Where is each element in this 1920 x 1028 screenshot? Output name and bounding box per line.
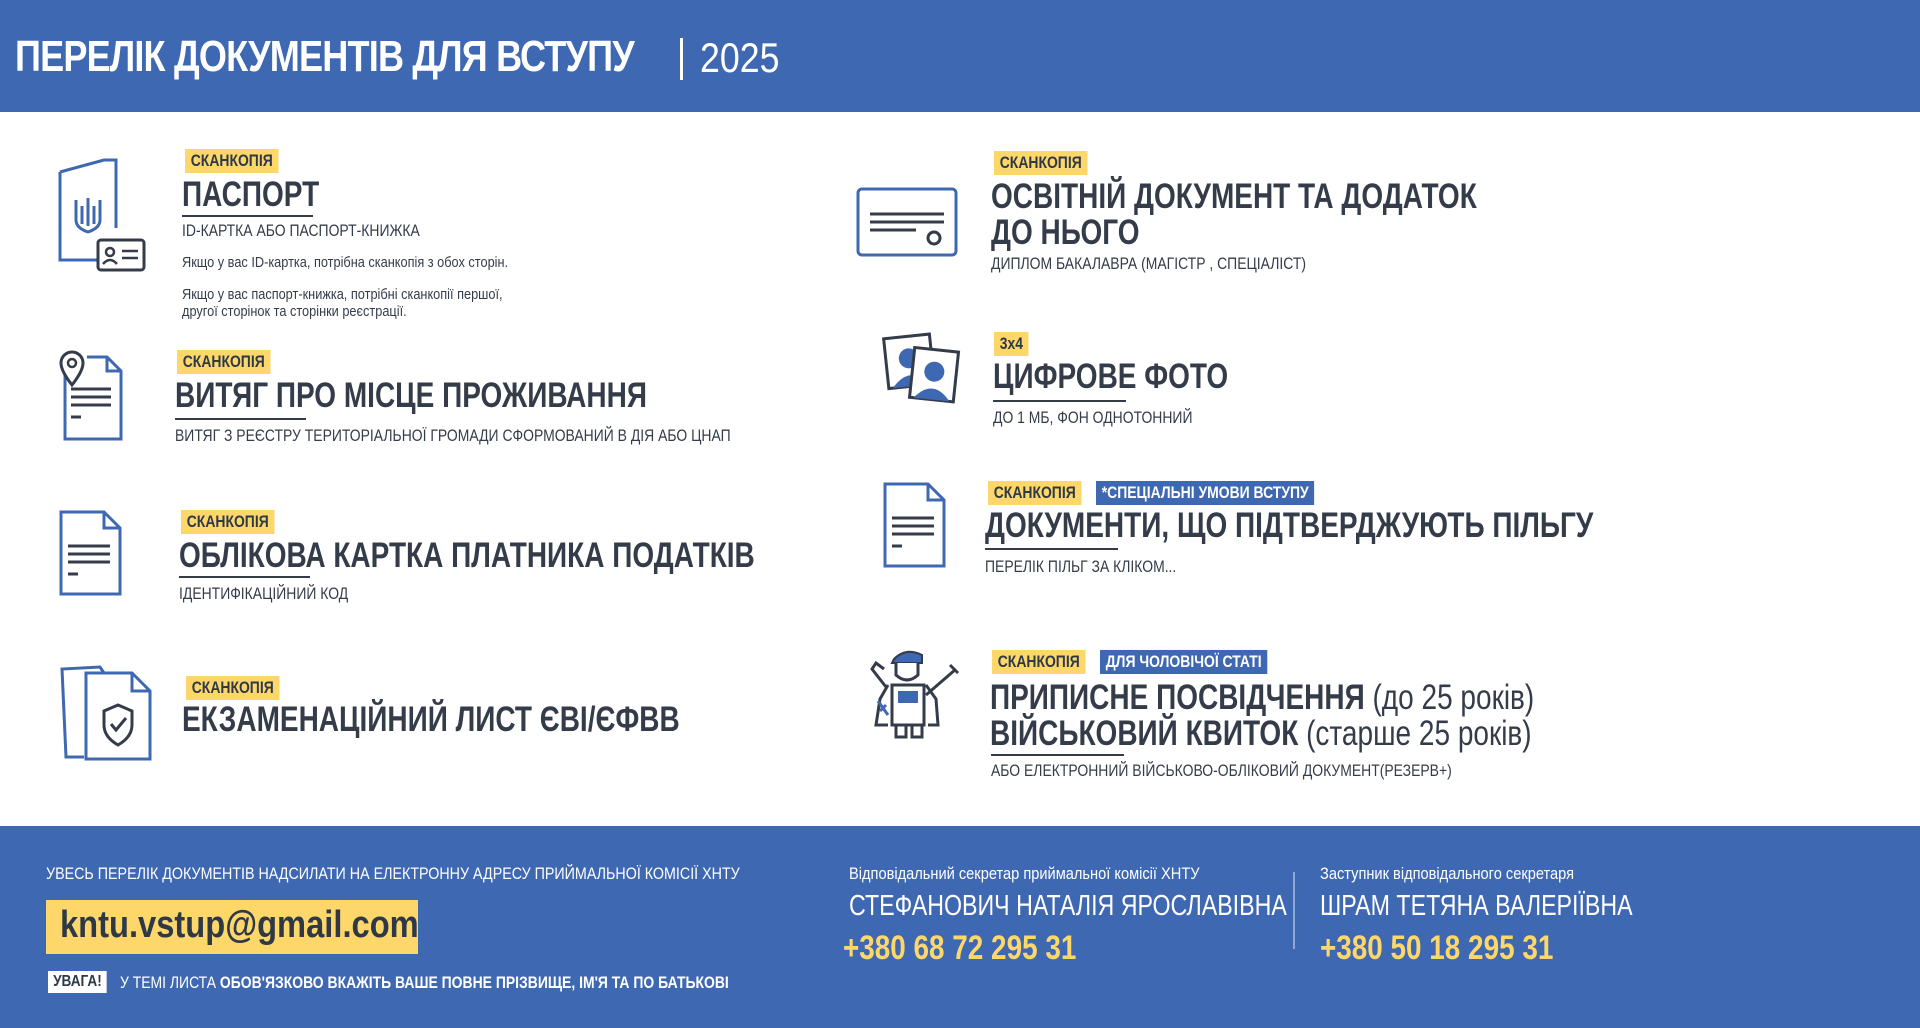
passport-scan-badge: СКАНКОПІЯ [185,149,278,173]
contact1-role: Відповідальний секретар приймальної комісії ХНТУ [849,864,1200,883]
benefits-underline [985,548,1118,550]
education-title-line2: ДО НЬОГО [991,213,1140,252]
registration-certificate-age: (до 25 років) [1372,678,1535,717]
photo-icon [882,330,962,405]
male-only-badge: ДЛЯ ЧОЛОВІЧОЇ СТАТІ [1100,650,1267,674]
military-title-2 [990,715,1532,753]
military-subtitle: АБО ЕЛЕКТРОННИЙ ВІЙСЬКОВО-ОБЛІКОВИЙ ДОКУМЕНТ(РЕЗЕРВ+) [991,761,1452,780]
contact2-role: Заступник відповідального секретаря [1320,864,1575,883]
passport-subtitle: ID-КАРТКА АБО ПАСПОРТ-КНИЖКА [182,221,420,240]
photo-size-badge: 3х4 [994,332,1029,356]
document-icon [56,506,126,601]
military-underline [991,754,1124,756]
warning-label: УВАГА! [48,971,107,993]
passport-note-book-2: другої сторінок та сторінки реєстрації. [182,303,407,320]
header-divider [680,38,683,80]
soldier-icon [866,645,961,739]
education-subtitle: ДИПЛОМ БАКАЛАВРА (МАГІСТР , СПЕЦІАЛІСТ) [991,254,1307,273]
warning-text [120,973,729,993]
passport-icon [56,158,146,273]
page-title: ПЕРЕЛІК ДОКУМЕНТІВ ДЛЯ ВСТУПУ [15,32,634,81]
exam-shield-icon [60,665,155,765]
military-id-label: ВІЙСЬКОВИЙ КВИТОК [990,714,1299,753]
exam-scan-badge: СКАНКОПІЯ [186,676,279,700]
warning-text-bold: ОБОВ'ЯЗКОВО ВКАЖІТЬ ВАШЕ ПОВНЕ ПРІЗВИЩЕ, ІМ'Я ТА ПО БАТЬКОВІ [219,973,729,992]
special-conditions-badge: *СПЕЦІАЛЬНІ УМОВИ ВСТУПУ [1096,481,1314,505]
photo-title: ЦИФРОВЕ ФОТО [993,357,1229,396]
photo-subtitle: ДО 1 МБ, ФОН ОДНОТОННИЙ [993,408,1193,427]
military-title-1 [990,679,1534,717]
contact1-name: СТЕФАНОВИЧ НАТАЛІЯ ЯРОСЛАВІВНА [849,890,1287,922]
contact1-phone[interactable]: +380 68 72 295 31 [843,929,1077,967]
passport-note-book-1: Якщо у вас паспорт-книжка, потрібні сканкопії першої, [182,286,503,303]
education-scan-badge: СКАНКОПІЯ [994,151,1087,175]
registration-certificate-label: ПРИПИСНЕ ПОСВІДЧЕННЯ [990,678,1365,717]
residence-subtitle: ВИТЯГ З РЕЄСТРУ ТЕРИТОРІАЛЬНОЇ ГРОМАДИ СФОРМОВАНИЙ В ДІЯ АБО ЦНАП [175,426,731,445]
location-document-icon [57,349,127,444]
tax-title: ОБЛІКОВА КАРТКА ПЛАТНИКА ПОДАТКІВ [179,536,755,575]
benefits-list-link[interactable]: ПЕРЕЛІК ПІЛЬГ ЗА КЛІКОМ... [985,557,1177,576]
military-id-age: (старше 25 років) [1306,714,1532,753]
send-instructions: УВЕСЬ ПЕРЕЛІК ДОКУМЕНТІВ НАДСИЛАТИ НА ЕЛЕКТРОННУ АДРЕСУ ПРИЙМАЛЬНОЇ КОМІСІЇ ХНТУ [46,864,740,883]
admission-email[interactable]: kntu.vstup@gmail.com [60,904,419,946]
page-year: 2025 [700,34,780,81]
contact2-phone[interactable]: +380 50 18 295 31 [1320,929,1554,967]
photo-underline [993,400,1126,402]
passport-title: ПАСПОРТ [182,175,320,214]
warning-text-pre: У ТЕМІ ЛИСТА [120,973,220,992]
benefit-document-icon [880,478,950,571]
contacts-divider [1293,872,1295,949]
benefits-title: ДОКУМЕНТИ, ЩО ПІДТВЕРДЖУЮТЬ ПІЛЬГУ [985,506,1594,545]
military-scan-badge: СКАНКОПІЯ [992,650,1085,674]
diploma-icon [856,186,960,260]
tax-underline [179,576,310,578]
tax-scan-badge: СКАНКОПІЯ [181,510,274,534]
exam-title: ЕКЗАМЕНАЦІЙНИЙ ЛИСТ ЄВІ/ЄФВВ [182,700,680,739]
benefits-scan-badge: СКАНКОПІЯ [988,481,1081,505]
education-title-line1: ОСВІТНІЙ ДОКУМЕНТ ТА ДОДАТОК [991,177,1477,216]
tax-subtitle: ІДЕНТИФІКАЦІЙНИЙ КОД [179,584,349,603]
residence-scan-badge: СКАНКОПІЯ [177,350,270,374]
passport-note-id: Якщо у вас ID-картка, потрібна сканкопія з обох сторін. [182,254,509,271]
header-bar [0,0,1920,112]
residence-underline [175,418,306,420]
residence-title: ВИТЯГ ПРО МІСЦЕ ПРОЖИВАННЯ [175,376,647,415]
passport-underline [182,215,313,217]
contact2-name: ШРАМ ТЕТЯНА ВАЛЕРІЇВНА [1320,890,1633,922]
